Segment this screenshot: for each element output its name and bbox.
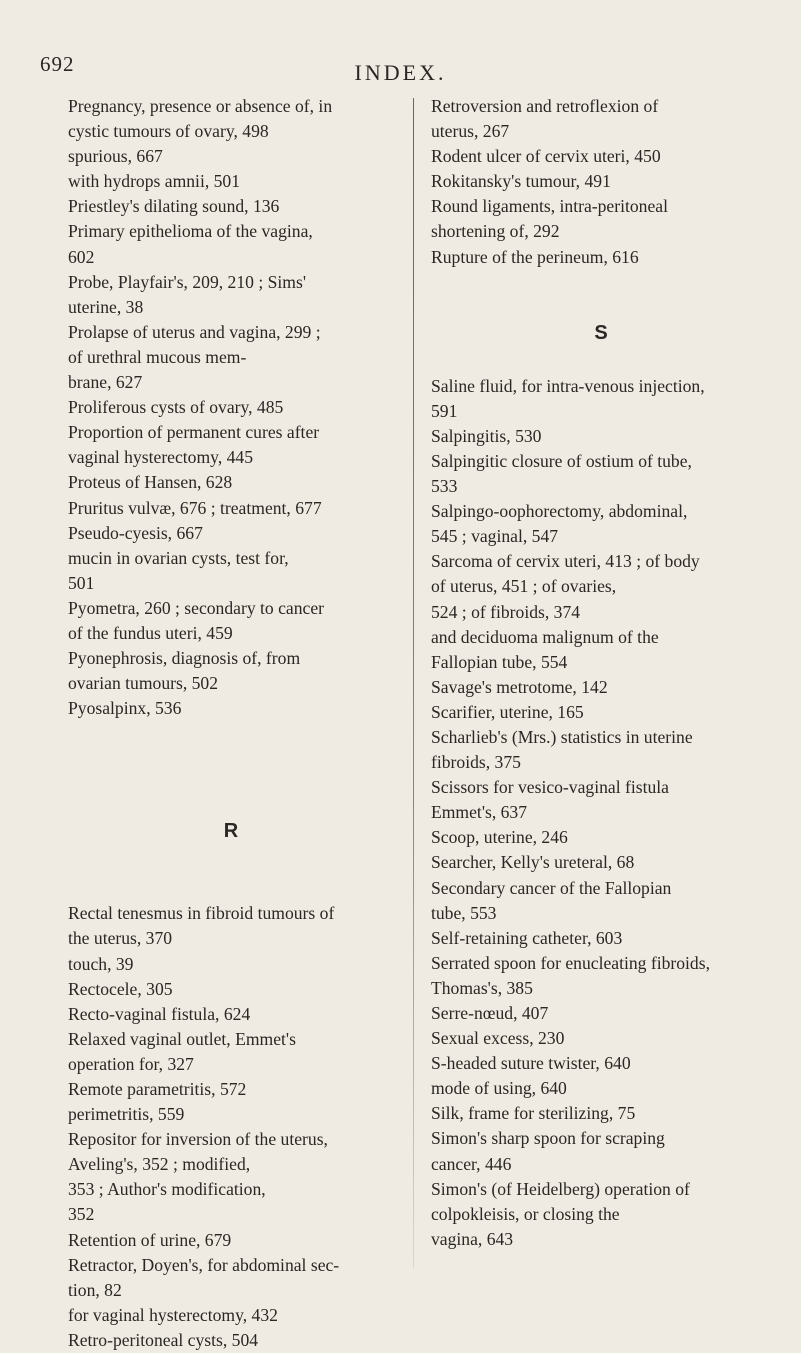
index-entry bbox=[431, 825, 771, 850]
index-entry-heading: Scharlieb's (Mrs.) statistics in uterine bbox=[431, 726, 693, 747]
index-entry bbox=[68, 270, 394, 320]
index-entry-heading: Self-retaining catheter, 603 bbox=[431, 927, 623, 948]
index-entry bbox=[431, 169, 771, 194]
index-entry-heading: Proportion of permanent cures after bbox=[68, 422, 320, 443]
index-entry-continuation: perimetritis, 559 bbox=[68, 1104, 185, 1125]
index-entry-heading: Scoop, uterine, 246 bbox=[431, 827, 568, 848]
index-entry-heading: Repositor for inversion of the uterus, bbox=[68, 1129, 328, 1150]
left-column bbox=[68, 94, 394, 1353]
index-entry-continuation: 602 bbox=[68, 246, 95, 267]
index-entry-continuation: colpokleisis, or closing the bbox=[431, 1203, 620, 1224]
index-entry bbox=[431, 1126, 771, 1176]
index-entry-continuation: fibroids, 375 bbox=[431, 752, 521, 773]
index-entry-heading: Saline fluid, for intra-venous injection, bbox=[431, 375, 705, 396]
index-entry-heading: Searcher, Kelly's ureteral, 68 bbox=[431, 852, 635, 873]
index-entry-continuation: ovarian tumours, 502 bbox=[68, 673, 219, 694]
index-entry-heading: Pyometra, 260 ; secondary to cancer bbox=[68, 597, 324, 618]
index-entry-continuation: mucin in ovarian cysts, test for, bbox=[68, 547, 289, 568]
index-entry-heading: Round ligaments, intra-peritoneal bbox=[431, 196, 668, 217]
index-entry-continuation: Thomas's, 385 bbox=[431, 977, 533, 998]
index-entry bbox=[431, 1177, 771, 1252]
index-entry-heading: Primary epithelioma of the vagina, bbox=[68, 221, 313, 242]
index-entry bbox=[431, 926, 771, 951]
index-entry-continuation: shortening of, 292 bbox=[431, 221, 560, 242]
index-entry bbox=[68, 1127, 394, 1227]
index-entry bbox=[431, 194, 771, 244]
index-entry bbox=[68, 1027, 394, 1077]
index-entry-heading: Rectocele, 305 bbox=[68, 978, 173, 999]
index-entry-heading: Pregnancy, presence or absence of, in bbox=[68, 96, 333, 116]
index-entry-heading: Serre-nœud, 407 bbox=[431, 1003, 549, 1023]
index-entry-continuation: the uterus, 370 bbox=[68, 928, 173, 949]
index-entry-continuation: vaginal hysterectomy, 445 bbox=[68, 447, 254, 468]
index-entry bbox=[68, 696, 394, 721]
index-entry bbox=[68, 1228, 394, 1253]
index-entry bbox=[431, 245, 771, 270]
index-entry bbox=[431, 424, 771, 449]
index-entry-heading: S-headed suture twister, 640 bbox=[431, 1053, 631, 1074]
index-entry-heading: Savage's metrotome, 142 bbox=[431, 676, 608, 697]
index-entry-heading: Recto-vaginal fistula, 624 bbox=[68, 1003, 251, 1024]
index-entry-continuation: and deciduoma malignum of the bbox=[431, 626, 659, 647]
index-entry bbox=[68, 1077, 394, 1127]
index-entry bbox=[68, 219, 394, 269]
index-entry bbox=[431, 775, 771, 825]
index-entry-continuation: Aveling's, 352 ; modified, bbox=[68, 1154, 251, 1175]
index-entry-heading: Remote parametritis, 572 bbox=[68, 1079, 247, 1099]
index-entry-heading: Pruritus vulvæ, 676 ; treatment, 677 bbox=[68, 497, 322, 518]
index-entry bbox=[68, 94, 394, 194]
index-entry-continuation: with hydrops amnii, 501 bbox=[68, 171, 241, 192]
index-entry-heading: Secondary cancer of the Fallopian bbox=[431, 877, 672, 898]
index-entry bbox=[431, 850, 771, 875]
index-entry bbox=[68, 496, 394, 521]
index-entry-heading: Rectal tenesmus in fibroid tumours of bbox=[68, 903, 335, 924]
index-entry bbox=[431, 1001, 771, 1026]
index-entry-heading: Silk, frame for sterilizing, 75 bbox=[431, 1103, 636, 1124]
section-letter-s: S bbox=[594, 321, 608, 344]
index-entry-continuation: 591 bbox=[431, 400, 458, 421]
index-entry-heading: Pyosalpinx, 536 bbox=[68, 698, 182, 719]
index-entry-continuation: 533 bbox=[431, 476, 458, 497]
right-column bbox=[431, 94, 771, 1252]
index-entry-continuation: 352 bbox=[68, 1204, 95, 1225]
index-entry bbox=[431, 1026, 771, 1051]
index-entry-continuation: cystic tumours of ovary, 498 bbox=[68, 121, 269, 142]
index-entry-heading: Rokitansky's tumour, 491 bbox=[431, 171, 611, 192]
index-entry bbox=[68, 646, 394, 696]
index-entry-heading: Serrated spoon for enucleating fibroids, bbox=[431, 952, 710, 973]
index-entry bbox=[431, 144, 771, 169]
index-entry-continuation: cancer, 446 bbox=[431, 1153, 512, 1174]
index-entry bbox=[68, 1328, 394, 1353]
index-entry bbox=[68, 596, 394, 646]
index-entry-continuation: 545 ; vaginal, 547 bbox=[431, 526, 559, 547]
index-entry-heading: Salpingitis, 530 bbox=[431, 425, 542, 446]
index-entry bbox=[431, 1051, 771, 1101]
index-entry bbox=[68, 977, 394, 1002]
index-entry-heading: Sarcoma of cervix uteri, 413 ; of body bbox=[431, 551, 700, 572]
index-entry-continuation: of uterus, 451 ; of ovaries, bbox=[431, 576, 617, 597]
index-entry-heading: Simon's sharp spoon for scraping bbox=[431, 1128, 665, 1149]
index-entry bbox=[68, 420, 394, 470]
index-entry-continuation: of urethral mucous mem- bbox=[68, 346, 247, 367]
index-entry bbox=[431, 876, 771, 926]
index-entry-continuation: spurious, 667 bbox=[68, 146, 163, 167]
index-entry-heading: Scissors for vesico-vaginal fistula bbox=[431, 777, 669, 798]
index-entry-continuation: 524 ; of fibroids, 374 bbox=[431, 601, 581, 622]
index-entry-continuation: 353 ; Author's modification, bbox=[68, 1179, 266, 1200]
index-entry-heading: Proteus of Hansen, 628 bbox=[68, 472, 233, 493]
index-entry bbox=[431, 725, 771, 775]
left-r-entries bbox=[68, 901, 394, 1353]
index-entry bbox=[431, 94, 771, 144]
index-entry-heading: Scarifier, uterine, 165 bbox=[431, 701, 584, 722]
index-entry-heading: Retro-peritoneal cysts, 504 bbox=[68, 1329, 259, 1350]
index-entry-continuation: uterine, 38 bbox=[68, 296, 144, 317]
index-entry-heading: Salpingo-oophorectomy, abdominal, bbox=[431, 501, 688, 522]
right-r-entries bbox=[431, 94, 771, 270]
index-entry-heading: Simon's (of Heidelberg) operation of bbox=[431, 1178, 690, 1199]
index-entry bbox=[68, 1002, 394, 1027]
index-entry-heading: Retractor, Doyen's, for abdominal sec- bbox=[68, 1254, 340, 1275]
index-entry-continuation: Fallopian tube, 554 bbox=[431, 651, 568, 672]
index-entry-heading: Prolapse of uterus and vagina, 299 ; bbox=[68, 321, 321, 342]
right-s-entries bbox=[431, 374, 771, 1252]
index-entry bbox=[68, 320, 394, 395]
index-entry bbox=[431, 449, 771, 499]
index-entry-heading: Rodent ulcer of cervix uteri, 450 bbox=[431, 146, 661, 167]
index-entry-heading: Rupture of the perineum, 616 bbox=[431, 246, 639, 267]
index-entry-heading: Retroversion and retroflexion of bbox=[431, 96, 659, 116]
index-entry bbox=[68, 901, 394, 976]
index-entry-heading: Proliferous cysts of ovary, 485 bbox=[68, 397, 284, 418]
index-entry-continuation: uterus, 267 bbox=[431, 121, 510, 142]
column-divider bbox=[413, 98, 414, 1268]
index-entry bbox=[431, 675, 771, 700]
index-entry-continuation: 501 bbox=[68, 572, 95, 593]
index-entry bbox=[431, 499, 771, 549]
index-entry-heading: Pseudo-cyesis, 667 bbox=[68, 522, 203, 543]
index-entry bbox=[68, 470, 394, 495]
index-entry bbox=[68, 395, 394, 420]
index-entry-continuation: for vaginal hysterectomy, 432 bbox=[68, 1304, 278, 1325]
index-entry-continuation: touch, 39 bbox=[68, 953, 134, 974]
index-entry-continuation: operation for, 327 bbox=[68, 1053, 194, 1074]
index-entry bbox=[68, 194, 394, 219]
index-entry-continuation: mode of using, 640 bbox=[431, 1078, 567, 1099]
index-entry-heading: Priestley's dilating sound, 136 bbox=[68, 196, 280, 217]
index-entry-continuation: vagina, 643 bbox=[431, 1228, 514, 1249]
page-number: 692 bbox=[40, 52, 75, 76]
index-entry-continuation: of the fundus uteri, 459 bbox=[68, 622, 233, 643]
index-entry-continuation: brane, 627 bbox=[68, 372, 143, 393]
left-p-entries bbox=[68, 94, 394, 721]
index-entry-continuation: tube, 553 bbox=[431, 902, 497, 923]
index-entry-heading: Pyonephrosis, diagnosis of, from bbox=[68, 648, 301, 669]
index-entry bbox=[431, 549, 771, 674]
index-entry-heading: Salpingitic closure of ostium of tube, bbox=[431, 450, 692, 471]
section-letter-r: R bbox=[223, 820, 239, 843]
index-entry bbox=[68, 521, 394, 596]
index-entry bbox=[431, 374, 771, 424]
index-entry-heading: Probe, Playfair's, 209, 210 ; Sims' bbox=[68, 271, 306, 292]
index-entry bbox=[431, 951, 771, 1001]
index-entry bbox=[431, 1101, 771, 1126]
index-entry-heading: Retention of urine, 679 bbox=[68, 1229, 232, 1250]
running-head-title: INDEX. bbox=[354, 60, 447, 85]
index-entry-heading: Relaxed vaginal outlet, Emmet's bbox=[68, 1028, 296, 1049]
index-entry-heading: Sexual excess, 230 bbox=[431, 1028, 565, 1049]
index-entry bbox=[68, 1253, 394, 1328]
index-entry-continuation: Emmet's, 637 bbox=[431, 802, 528, 823]
index-entry bbox=[431, 700, 771, 725]
index-entry-continuation: tion, 82 bbox=[68, 1279, 122, 1300]
